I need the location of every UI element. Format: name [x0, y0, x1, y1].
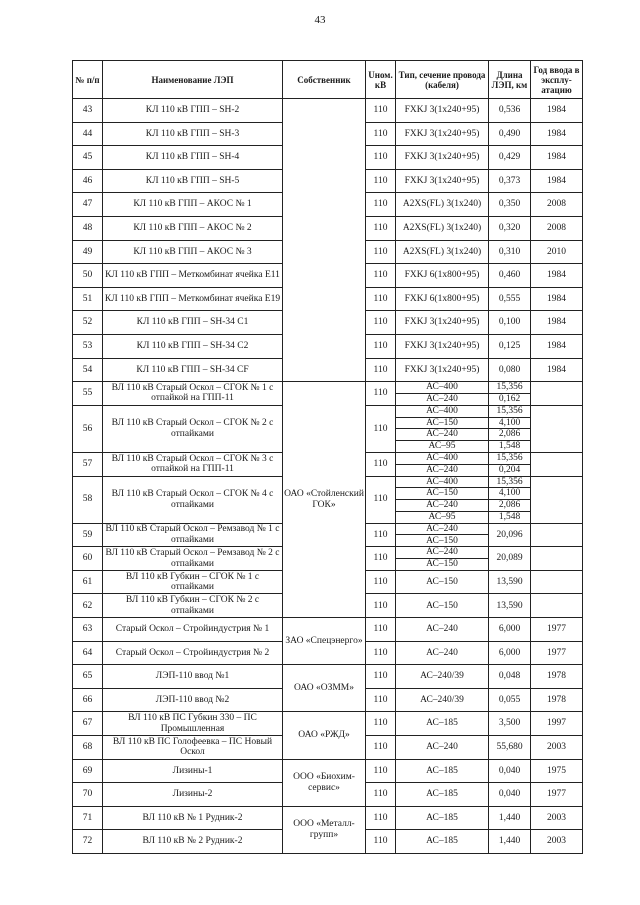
line-length: 0,555: [489, 287, 531, 311]
row-number: 69: [73, 759, 103, 783]
line-length: 0,320: [489, 216, 531, 240]
row-number: 57: [73, 452, 103, 476]
power-lines-table: [72, 60, 583, 854]
commission-year: 1978: [531, 665, 583, 689]
line-name: ВЛ 110 кВ Старый Оскол – Ремзавод № 1 с отпайками: [103, 523, 283, 547]
wire-type: АС–240: [396, 547, 489, 559]
row-number: 60: [73, 547, 103, 571]
table-row: [73, 382, 583, 394]
wire-type: A2XS(FL) 3(1x240): [396, 240, 489, 264]
commission-year: 1977: [531, 618, 583, 642]
voltage: 110: [366, 99, 396, 123]
row-number: 47: [73, 193, 103, 217]
wire-type: АС–185: [396, 830, 489, 854]
voltage: 110: [366, 382, 396, 406]
line-name: ВЛ 110 кВ Старый Оскол – СГОК № 2 с отпайками: [103, 405, 283, 452]
commission-year: 1984: [531, 122, 583, 146]
line-name: КЛ 110 кВ ГПП – SH-2: [103, 99, 283, 123]
line-length: 0,310: [489, 240, 531, 264]
header-wire: Тип, сечение провода (кабеля): [396, 61, 489, 99]
line-length: 0,055: [489, 688, 531, 712]
row-number: 56: [73, 405, 103, 452]
line-length: 13,590: [489, 570, 531, 594]
row-number: 53: [73, 334, 103, 358]
row-number: 48: [73, 216, 103, 240]
line-name: КЛ 110 кВ ГПП – АКОС № 2: [103, 216, 283, 240]
commission-year: [531, 547, 583, 571]
line-name: ВЛ 110 кВ Губкин – СГОК № 2 с отпайками: [103, 594, 283, 618]
line-length: 1,440: [489, 806, 531, 830]
voltage: 110: [366, 523, 396, 547]
voltage: 110: [366, 287, 396, 311]
line-name: КЛ 110 кВ ГПП – SH-3: [103, 122, 283, 146]
line-name: ВЛ 110 кВ Губкин – СГОК № 1 с отпайками: [103, 570, 283, 594]
line-name: Лизины-1: [103, 759, 283, 783]
wire-type: FXKJ 3(1x240+95): [396, 334, 489, 358]
header-year: Год ввода в эксплу-атацию: [531, 61, 583, 99]
line-name: ВЛ 110 кВ № 2 Рудник-2: [103, 830, 283, 854]
commission-year: 2008: [531, 193, 583, 217]
line-length: 0,204: [489, 464, 531, 476]
commission-year: 1977: [531, 783, 583, 807]
row-number: 54: [73, 358, 103, 382]
commission-year: 1978: [531, 688, 583, 712]
line-length: 0,162: [489, 393, 531, 405]
line-name: КЛ 110 кВ ГПП – SH-34 С1: [103, 311, 283, 335]
wire-type: АС–240: [396, 500, 489, 512]
row-number: 44: [73, 122, 103, 146]
row-number: 52: [73, 311, 103, 335]
voltage: 110: [366, 783, 396, 807]
wire-type: A2XS(FL) 3(1x240): [396, 193, 489, 217]
row-number: 59: [73, 523, 103, 547]
line-length: 0,536: [489, 99, 531, 123]
line-length: 0,100: [489, 311, 531, 335]
table-row: [73, 665, 583, 689]
row-number: 45: [73, 146, 103, 170]
commission-year: 1997: [531, 712, 583, 736]
commission-year: 2003: [531, 736, 583, 760]
wire-type: АС–150: [396, 559, 489, 571]
wire-type: АС–150: [396, 417, 489, 429]
voltage: 110: [366, 405, 396, 452]
row-number: 71: [73, 806, 103, 830]
line-length: 0,040: [489, 783, 531, 807]
voltage: 110: [366, 688, 396, 712]
wire-type: FXKJ 3(1x240+95): [396, 122, 489, 146]
wire-type: АС–185: [396, 712, 489, 736]
wire-type: АС–240: [396, 523, 489, 535]
wire-type: FXKJ 3(1x240+95): [396, 311, 489, 335]
line-name: ВЛ 110 кВ Старый Оскол – СГОК № 1 с отпайкой на ГПП-11: [103, 382, 283, 406]
line-length: 20,089: [489, 547, 531, 571]
line-length: 15,356: [489, 405, 531, 417]
wire-type: АС–400: [396, 476, 489, 488]
wire-type: АС–150: [396, 488, 489, 500]
voltage: 110: [366, 547, 396, 571]
line-length: 0,490: [489, 122, 531, 146]
wire-type: АС–95: [396, 441, 489, 453]
line-name: ВЛ 110 кВ Старый Оскол – СГОК № 4 с отпайками: [103, 476, 283, 523]
commission-year: 1977: [531, 641, 583, 665]
wire-type: АС–240: [396, 464, 489, 476]
line-length: 0,460: [489, 264, 531, 288]
wire-type: FXKJ 3(1x240+95): [396, 99, 489, 123]
commission-year: [531, 452, 583, 476]
wire-type: АС–240/39: [396, 688, 489, 712]
commission-year: 2003: [531, 830, 583, 854]
voltage: 110: [366, 193, 396, 217]
wire-type: АС–400: [396, 382, 489, 394]
commission-year: 1975: [531, 759, 583, 783]
commission-year: 1984: [531, 311, 583, 335]
voltage: 110: [366, 736, 396, 760]
owner: ЗАО «Спецэнерго»: [283, 618, 366, 665]
wire-type: АС–150: [396, 535, 489, 547]
commission-year: [531, 523, 583, 547]
voltage: 110: [366, 759, 396, 783]
voltage: 110: [366, 240, 396, 264]
header-num: № п/п: [73, 61, 103, 99]
line-length: 15,356: [489, 452, 531, 464]
row-number: 43: [73, 99, 103, 123]
commission-year: 1984: [531, 169, 583, 193]
commission-year: [531, 382, 583, 406]
table-row: [73, 99, 583, 123]
line-length: 0,080: [489, 358, 531, 382]
line-length: 6,000: [489, 618, 531, 642]
wire-type: АС–240: [396, 736, 489, 760]
voltage: 110: [366, 618, 396, 642]
wire-type: АС–240: [396, 618, 489, 642]
row-number: 63: [73, 618, 103, 642]
wire-type: FXKJ 3(1x240+95): [396, 146, 489, 170]
line-length: 0,350: [489, 193, 531, 217]
row-number: 61: [73, 570, 103, 594]
line-name: КЛ 110 кВ ГПП – АКОС № 3: [103, 240, 283, 264]
voltage: 110: [366, 806, 396, 830]
voltage: 110: [366, 334, 396, 358]
line-length: 6,000: [489, 641, 531, 665]
owner: ООО «Металл-групп»: [283, 806, 366, 853]
voltage: 110: [366, 665, 396, 689]
wire-type: АС–150: [396, 570, 489, 594]
voltage: 110: [366, 452, 396, 476]
row-number: 55: [73, 382, 103, 406]
line-length: 1,548: [489, 441, 531, 453]
line-name: КЛ 110 кВ ГПП – SH-4: [103, 146, 283, 170]
table-row: [73, 759, 583, 783]
row-number: 50: [73, 264, 103, 288]
wire-type: АС–240: [396, 641, 489, 665]
voltage: 110: [366, 712, 396, 736]
line-name: ВЛ 110 кВ ПС Губкин 330 – ПС Промышленная: [103, 712, 283, 736]
line-length: 2,086: [489, 429, 531, 441]
line-length: 0,040: [489, 759, 531, 783]
row-number: 66: [73, 688, 103, 712]
voltage: 110: [366, 476, 396, 523]
line-length: 0,048: [489, 665, 531, 689]
line-name: ВЛ 110 кВ Старый Оскол – СГОК № 3 с отпайкой на ГПП-11: [103, 452, 283, 476]
line-name: КЛ 110 кВ ГПП – SH-34 С2: [103, 334, 283, 358]
commission-year: 1984: [531, 287, 583, 311]
voltage: 110: [366, 264, 396, 288]
line-name: КЛ 110 кВ ГПП – SH-34 СF: [103, 358, 283, 382]
line-length: 3,500: [489, 712, 531, 736]
commission-year: [531, 594, 583, 618]
commission-year: 2010: [531, 240, 583, 264]
line-length: 1,548: [489, 511, 531, 523]
row-number: 46: [73, 169, 103, 193]
voltage: 110: [366, 311, 396, 335]
header-owner: Собственник: [283, 61, 366, 99]
voltage: 110: [366, 146, 396, 170]
line-name: ВЛ 110 кВ Старый Оскол – Ремзавод № 2 с отпайками: [103, 547, 283, 571]
row-number: 67: [73, 712, 103, 736]
line-name: ВЛ 110 кВ № 1 Рудник-2: [103, 806, 283, 830]
line-name: ЛЭП-110 ввод №1: [103, 665, 283, 689]
wire-type: АС–185: [396, 783, 489, 807]
table-row: [73, 618, 583, 642]
line-length: 0,429: [489, 146, 531, 170]
line-name: ЛЭП-110 ввод №2: [103, 688, 283, 712]
line-name: Лизины-2: [103, 783, 283, 807]
wire-type: АС–185: [396, 759, 489, 783]
commission-year: 1984: [531, 334, 583, 358]
line-length: 15,356: [489, 476, 531, 488]
wire-type: АС–240/39: [396, 665, 489, 689]
row-number: 72: [73, 830, 103, 854]
table-row: [73, 806, 583, 830]
owner: ОАО «РЖД»: [283, 712, 366, 759]
wire-type: АС–400: [396, 405, 489, 417]
table-row: [73, 712, 583, 736]
line-name: Старый Оскол – Стройиндустрия № 2: [103, 641, 283, 665]
commission-year: 2008: [531, 216, 583, 240]
line-name: КЛ 110 кВ ГПП – SH-5: [103, 169, 283, 193]
row-number: 51: [73, 287, 103, 311]
line-name: ВЛ 110 кВ ПС Голофеевка – ПС Новый Оскол: [103, 736, 283, 760]
line-length: 1,440: [489, 830, 531, 854]
line-length: 4,100: [489, 417, 531, 429]
voltage: 110: [366, 169, 396, 193]
wire-type: АС–95: [396, 511, 489, 523]
wire-type: FXKJ 6(1x800+95): [396, 287, 489, 311]
commission-year: [531, 405, 583, 452]
line-name: КЛ 110 кВ ГПП – АКОС № 1: [103, 193, 283, 217]
line-name: КЛ 110 кВ ГПП – Меткомбинат ячейка Е19: [103, 287, 283, 311]
commission-year: 1984: [531, 264, 583, 288]
wire-type: АС–150: [396, 594, 489, 618]
commission-year: [531, 476, 583, 523]
line-name: Старый Оскол – Стройиндустрия № 1: [103, 618, 283, 642]
wire-type: A2XS(FL) 3(1x240): [396, 216, 489, 240]
voltage: 110: [366, 122, 396, 146]
commission-year: 2003: [531, 806, 583, 830]
line-length: 15,356: [489, 382, 531, 394]
voltage: 110: [366, 830, 396, 854]
row-number: 58: [73, 476, 103, 523]
wire-type: FXKJ 6(1x800+95): [396, 264, 489, 288]
line-name: КЛ 110 кВ ГПП – Меткомбинат ячейка Е11: [103, 264, 283, 288]
owner: ОАО «Стойленский ГОК»: [283, 382, 366, 618]
header-voltage: Uном. кВ: [366, 61, 396, 99]
wire-type: АС–185: [396, 806, 489, 830]
line-length: 2,086: [489, 500, 531, 512]
page-number: 43: [314, 14, 326, 26]
header-name: Наименование ЛЭП: [103, 61, 283, 99]
voltage: 110: [366, 641, 396, 665]
row-number: 70: [73, 783, 103, 807]
owner: ООО «Биохим-сервис»: [283, 759, 366, 806]
row-number: 65: [73, 665, 103, 689]
voltage: 110: [366, 216, 396, 240]
commission-year: 1984: [531, 358, 583, 382]
line-length: 55,680: [489, 736, 531, 760]
wire-type: АС–240: [396, 393, 489, 405]
commission-year: 1984: [531, 99, 583, 123]
commission-year: [531, 570, 583, 594]
owner: ОАО «ОЗММ»: [283, 665, 366, 712]
table-body: [73, 99, 583, 854]
wire-type: АС–240: [396, 429, 489, 441]
voltage: 110: [366, 570, 396, 594]
line-length: 20,096: [489, 523, 531, 547]
line-length: 0,125: [489, 334, 531, 358]
line-length: 4,100: [489, 488, 531, 500]
row-number: 68: [73, 736, 103, 760]
row-number: 49: [73, 240, 103, 264]
owner: [283, 99, 366, 382]
wire-type: FXKJ 3(1x240+95): [396, 169, 489, 193]
row-number: 62: [73, 594, 103, 618]
voltage: 110: [366, 358, 396, 382]
row-number: 64: [73, 641, 103, 665]
wire-type: FXKJ 3(1x240+95): [396, 358, 489, 382]
voltage: 110: [366, 594, 396, 618]
header-length: Длина ЛЭП, км: [489, 61, 531, 99]
line-length: 0,373: [489, 169, 531, 193]
commission-year: 1984: [531, 146, 583, 170]
line-length: 13,590: [489, 594, 531, 618]
table-header-row: [73, 61, 583, 99]
wire-type: АС–400: [396, 452, 489, 464]
